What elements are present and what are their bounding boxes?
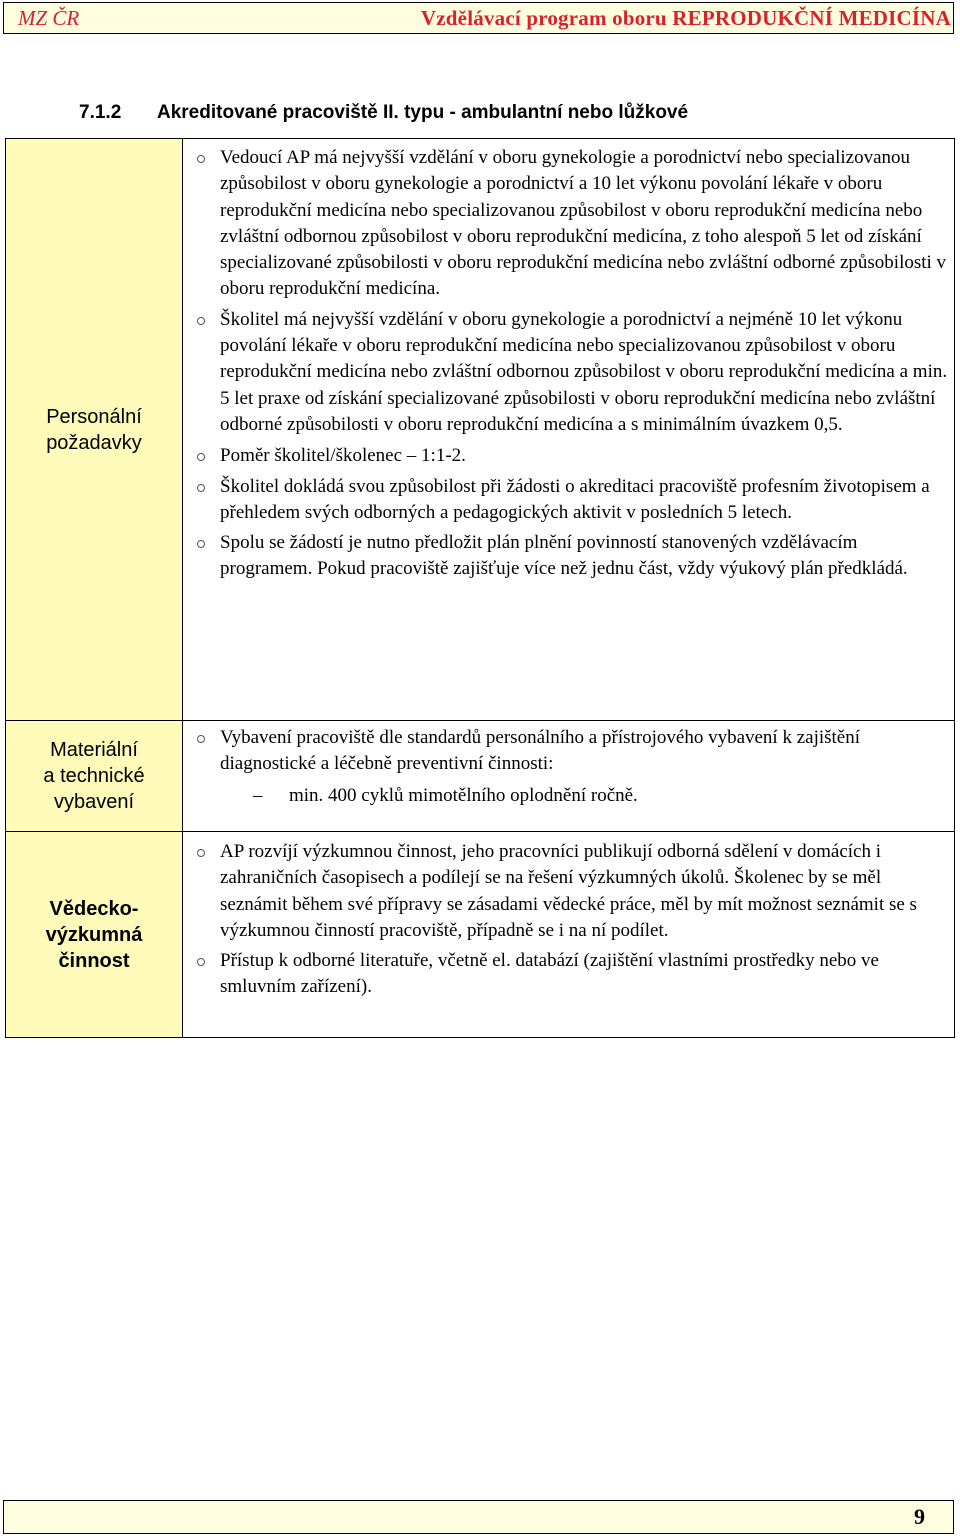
row-label-research bbox=[6, 832, 183, 1038]
bullet-icon bbox=[197, 453, 205, 461]
list-item-text: Školitel má nejvyšší vzdělání v oboru gynekologie a porodnictví a nejméně 10 let výkonu povolání lékaře v oboru reprodukční medicína nebo specializovanou způsobilost v oboru reprodukční medicína nebo zvláštní odbornou způsobilost v oboru reprodukční medicína a min. 5 let praxe od získání specializované způsobilosti v oboru reprodukční medicína nebo zvláštní odborné způsobilosti v oboru reprodukční medicína a s minimálním úvazkem 0,5. bbox=[220, 308, 948, 435]
list-item bbox=[183, 839, 954, 944]
section-heading bbox=[79, 102, 688, 124]
header-ministry: MZ ČR bbox=[18, 6, 80, 30]
row-content-material bbox=[183, 721, 955, 832]
list-item bbox=[183, 443, 954, 469]
list-item-text: Vybavení pracoviště dle standardů personálního a přístrojového vybavení k zajištění diagnostické a léčebně preventivní činnosti: bbox=[220, 727, 861, 775]
sub-item-text: min. 400 cyklů mimotělního oplodnění ročně. bbox=[289, 784, 638, 806]
bullet-icon bbox=[197, 958, 205, 966]
list-item bbox=[183, 145, 954, 303]
list-item-text: Školitel dokládá svou způsobilost při žádosti o akreditaci pracoviště profesním životopisem a přehledem svých odborných a pedagogických aktivit v posledních 5 letech. bbox=[220, 475, 930, 523]
list-item bbox=[183, 474, 954, 527]
section-number: 7.1.2 bbox=[79, 102, 122, 123]
research-requirements-list bbox=[183, 839, 954, 1001]
label-line: činnost bbox=[58, 949, 130, 972]
page-number: 9 bbox=[914, 1504, 925, 1529]
label-line: Personální bbox=[46, 405, 142, 428]
page-footer bbox=[3, 1500, 954, 1534]
row-label-personal bbox=[6, 139, 183, 721]
label-line: vybavení bbox=[53, 791, 135, 813]
list-item-text: Spolu se žádostí je nutno předložit plán plnění povinností stanovených vzdělávacím programem. Pokud pracoviště zajišťuje více než jednu část, vždy výukový plán předkládá. bbox=[220, 532, 908, 580]
table-row-material bbox=[6, 721, 955, 832]
list-item-text: AP rozvíjí výzkumnou činnost, jeho pracovníci publikují odborná sdělení v domácích i zahraničních časopisech a podílejí se na řešení výzkumných úkolů. Školenec by se měl seznámit během své přípravy se zásadami vědecké práce, měl by mít možnost seznámit se s výzkumnou činností pracoviště, případně se i na ní podílet. bbox=[220, 841, 917, 941]
row-content-personal bbox=[183, 139, 955, 721]
list-item-text: Poměr školitel/školenec – 1:1-2. bbox=[220, 445, 466, 467]
personal-requirements-list bbox=[183, 145, 954, 583]
dash-marker: – bbox=[253, 784, 263, 806]
material-requirements-list bbox=[183, 725, 954, 809]
label-line: výzkumná bbox=[45, 923, 143, 946]
bullet-icon bbox=[197, 540, 205, 548]
label-line: požadavky bbox=[46, 431, 142, 454]
list-item bbox=[183, 307, 954, 438]
table-row-research bbox=[6, 832, 955, 1038]
list-item-text: Přístup k odborné literatuře, včetně el. databází (zajištění vlastními prostředky nebo ve smluvním zařízení). bbox=[220, 950, 879, 998]
row-content-research bbox=[183, 832, 955, 1038]
label-line: Materiální bbox=[50, 739, 138, 761]
section-title: Akreditované pracoviště II. typu - ambulantní nebo lůžkové bbox=[157, 102, 689, 123]
header-program-title: Vzdělávací program oboru REPRODUKČNÍ MEDICÍNA bbox=[420, 6, 951, 30]
requirements-table bbox=[5, 138, 955, 1038]
sub-item bbox=[220, 783, 948, 809]
label-line: Vědecko- bbox=[49, 897, 139, 920]
list-item-text: Vedoucí AP má nejvyšší vzdělání v oboru gynekologie a porodnictví nebo specializovanou způsobilost v oboru gynekologie a porodnictví a 10 let výkonu povolání lékaře v oboru reprodukční medicína nebo specializovanou způsobilost v oboru reprodukční medicína nebo zvláštní odbornou způsobilost v oboru reprodukční medicína, z toho alespoň 5 let od získání specializované způsobilosti v oboru reprodukční medicína nebo zvláštní odborné způsobilosti v oboru reprodukční medicína. bbox=[220, 147, 947, 300]
page-header bbox=[3, 2, 954, 34]
bullet-icon bbox=[197, 155, 205, 163]
row-label-material bbox=[6, 721, 183, 832]
list-item bbox=[183, 948, 954, 1001]
bullet-icon bbox=[197, 484, 205, 492]
bullet-icon bbox=[197, 735, 205, 743]
label-line: a technické bbox=[43, 765, 145, 787]
list-item bbox=[183, 725, 954, 809]
table-row-personal bbox=[6, 139, 955, 721]
bullet-icon bbox=[197, 849, 205, 857]
bullet-icon bbox=[197, 317, 205, 325]
list-item bbox=[183, 530, 954, 583]
